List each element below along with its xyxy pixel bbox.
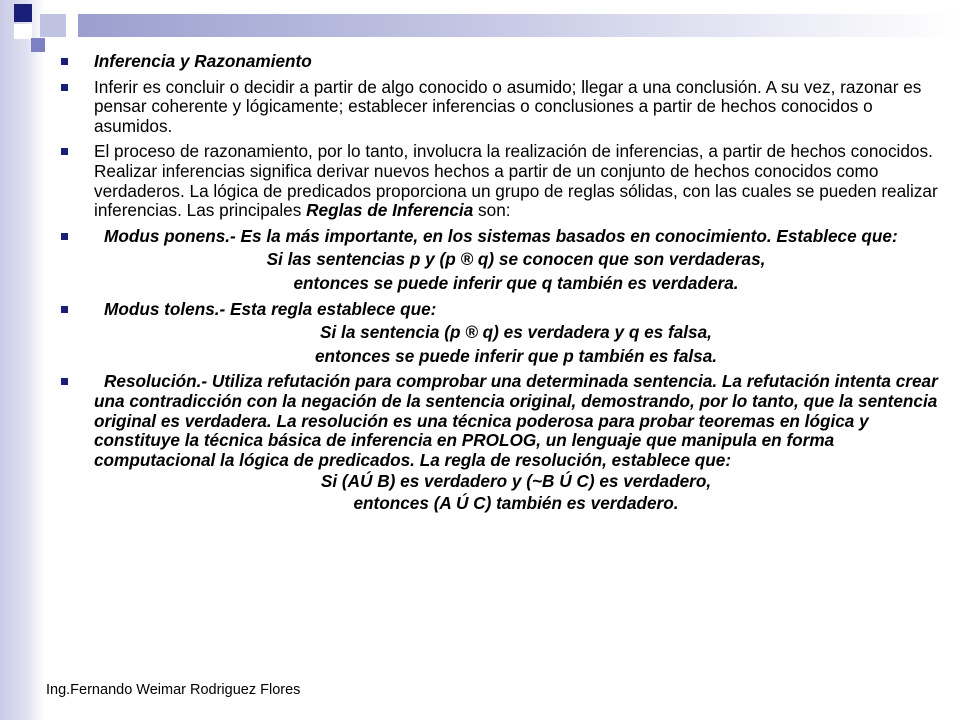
bullet-icon	[61, 84, 68, 91]
bullet-icon	[61, 378, 68, 385]
footer-author: Ing.Fernando Weimar Rodriguez Flores	[46, 682, 301, 698]
slide-content	[58, 52, 938, 519]
modus-tolens-line1: Si la sentencia (p ® q) es verdadera y q es falsa,	[320, 322, 712, 343]
left-decoration-strip	[0, 0, 44, 720]
modus-ponens-line2: entonces se puede inferir que q también es verdadera.	[293, 272, 739, 293]
bullet-icon	[61, 148, 68, 155]
modus-ponens-line1: Si las sentencias p y (p ® q) se conocen que son verdaderas,	[266, 249, 766, 270]
paragraph-proceso-end: son:	[473, 200, 511, 221]
modus-tolens-intro: Modus tolens.- Esta regla establece que:	[104, 298, 437, 319]
bullet-icon	[61, 306, 68, 313]
decoration-square-white	[14, 24, 32, 39]
bullet-item-proceso	[58, 142, 938, 220]
slide-title: Inferencia y Razonamiento	[94, 51, 312, 71]
bullet-item-inferir	[58, 78, 938, 137]
decoration-square-dark	[14, 4, 32, 22]
modus-tolens-line2: entonces se puede inferir que p también es falsa.	[314, 345, 718, 366]
bullet-item-modus-tolens	[58, 300, 938, 367]
bullet-item-title	[58, 52, 938, 72]
reglas-inferencia-emphasis: Reglas de Inferencia	[306, 200, 474, 221]
bullet-item-modus-ponens	[58, 227, 938, 294]
paragraph-inferir: Inferir es concluir o decidir a partir de algo conocido o asumido; llegar a una conclusión. A su vez, razonar es pensar coherente y lógicamente; establecer inferencias o conclusiones a partir de hechos conocidos o asumidos.	[94, 76, 922, 136]
resolucion-line1: Si (AÚ B) es verdadero y (~B Ú C) es verdadero,	[320, 471, 712, 492]
resolucion-line2: entonces (A Ú C) también es verdadero.	[353, 492, 679, 513]
resolucion-intro: Resolución.- Utiliza refutación para comprobar una determinada sentencia. La refutación intenta crear una contradicción con la negación de la sentencia original, demostrando, por lo tanto, que la sentencia original es verdadera. La resolución es una técnica poderosa para probar teoremas en lógica y constituye la técnica básica de inferencia en PROLOG, un lenguaje que manipula en forma computacional la lógica de predicados. La regla de resolución, establece que:	[94, 371, 938, 470]
bullet-item-resolucion	[58, 372, 938, 513]
paragraph-proceso: El proceso de razonamiento, por lo tanto, involucra la realización de inferencias, a partir de hechos conocidos. Realizar inferencias significa derivar nuevos hechos a partir de un conjunto de hechos conocidos como verdaderos. La lógica de predicados proporciona un grupo de reglas sólidas, con las cuales se pueden realizar inferencias. Las principales	[94, 141, 938, 221]
top-decoration-bar	[78, 14, 960, 37]
decoration-square-medium	[31, 38, 45, 52]
modus-ponens-intro: Modus ponens.- Es la más importante, en los sistemas basados en conocimiento. Establece que:	[104, 225, 898, 246]
decoration-square-light	[40, 14, 66, 37]
bullet-icon	[61, 58, 68, 65]
bullet-icon	[61, 233, 68, 240]
